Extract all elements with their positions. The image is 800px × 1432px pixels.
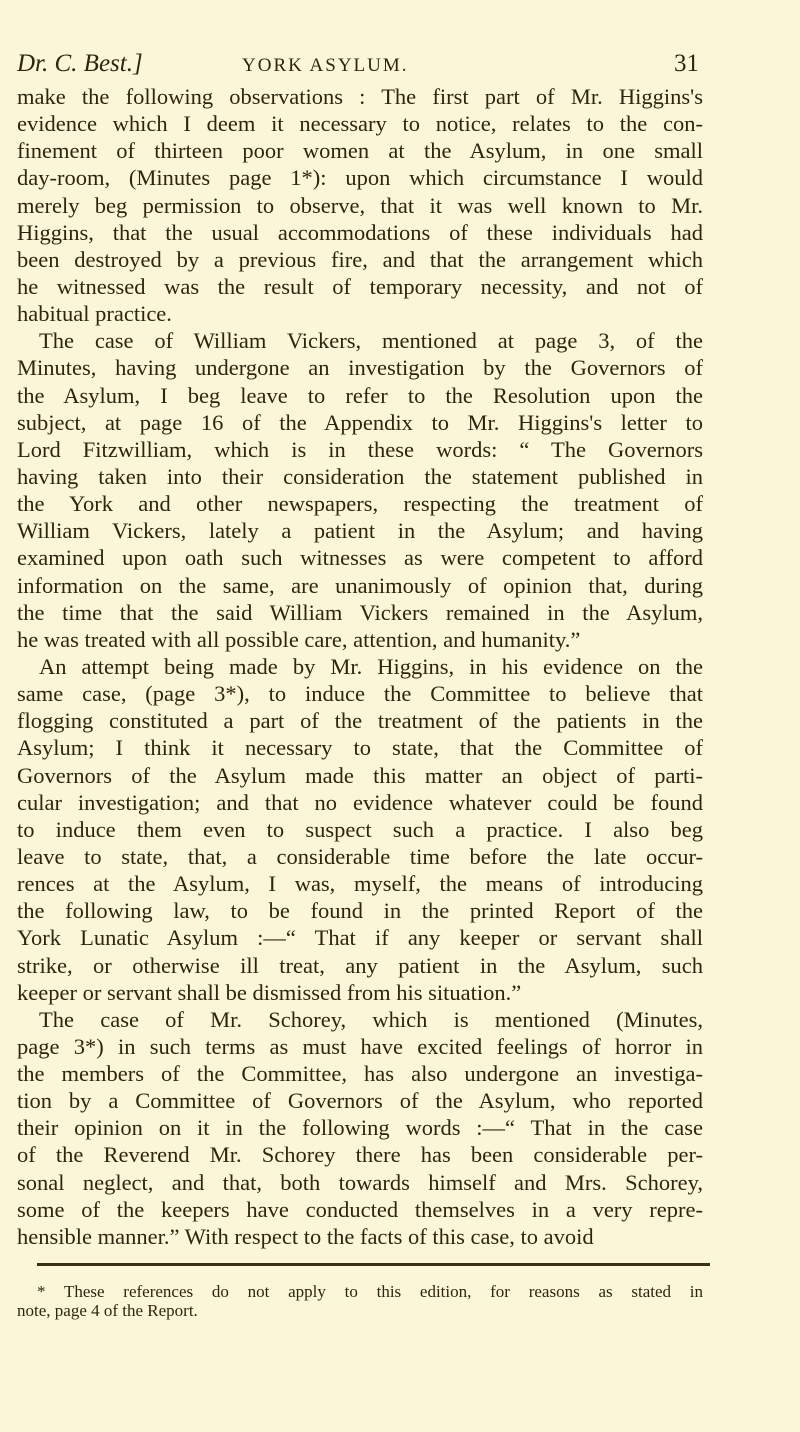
header-author: Dr. C. Best.]	[17, 50, 143, 77]
text-line: flogging constituted a part of the treatment of the patients in the	[17, 708, 703, 734]
text-line: Minutes, having undergone an investigation by the Governors of	[17, 355, 703, 381]
text-line: make the following observations : The first part of Mr. Higgins's	[17, 84, 703, 109]
footnote-divider	[37, 1263, 710, 1266]
body-text	[17, 83, 703, 1250]
text-line: the time that the said William Vickers remained in the Asylum,	[17, 599, 703, 625]
text-line: same case, (page 3*), to induce the Committee to believe that	[17, 681, 703, 707]
text-line: their opinion on it in the following words :—“ That in the case	[17, 1115, 703, 1141]
text-line: Lord Fitzwilliam, which is in these words: “ The Governors	[17, 436, 703, 462]
text-line: An attempt being made by Mr. Higgins, in his evidence on the	[39, 653, 703, 679]
text-line: rences at the Asylum, I was, myself, the means of introducing	[17, 871, 703, 897]
text-line: the York and other newspapers, respecting the treatment of	[17, 491, 703, 517]
text-line: he witnessed was the result of temporary necessity, and not of	[17, 273, 703, 299]
text-line: William Vickers, lately a patient in the Asylum; and having	[17, 518, 703, 544]
text-line: examined upon oath such witnesses as were competent to afford	[17, 545, 703, 571]
text-line: hensible manner.” With respect to the facts of this case, to avoid	[17, 1223, 594, 1249]
text-line: cular investigation; and that no evidence whatever could be found	[17, 789, 703, 815]
text-line: strike, or otherwise ill treat, any patient in the Asylum, such	[17, 952, 703, 978]
text-line: he was treated with all possible care, attention, and humanity.”	[17, 626, 581, 652]
header-title: YORK ASYLUM.	[242, 55, 409, 76]
text-line: been destroyed by a previous fire, and that the arrangement which	[17, 246, 703, 272]
footnote-line: note, page 4 of the Report.	[17, 1301, 198, 1320]
text-line: The case of Mr. Schorey, which is mentioned (Minutes,	[39, 1006, 703, 1032]
text-line: information on the same, are unanimously of opinion that, during	[17, 572, 703, 598]
footnote-line: * These references do not apply to this edition, for reasons as stated in	[37, 1282, 703, 1301]
text-line: tion by a Committee of Governors of the Asylum, who reported	[17, 1088, 703, 1114]
text-line: York Lunatic Asylum :—“ That if any keeper or servant shall	[17, 925, 703, 951]
text-line: of the Reverend Mr. Schorey there has been considerable per-	[17, 1142, 703, 1168]
text-line: habitual practice.	[17, 301, 172, 327]
text-line: page 3*) in such terms as must have excited feelings of horror in	[17, 1033, 703, 1059]
text-line: to induce them even to suspect such a practice. I also beg	[17, 816, 703, 842]
text-line: keeper or servant shall be dismissed from his situation.”	[17, 979, 522, 1005]
text-line: Higgins, that the usual accommodations of these individuals had	[17, 219, 703, 245]
text-line: leave to state, that, a considerable time before the late occur-	[17, 843, 703, 869]
text-line: The case of William Vickers, mentioned at page 3, of the	[39, 328, 703, 354]
text-line: evidence which I deem it necessary to notice, relates to the con-	[17, 111, 703, 137]
running-header	[17, 50, 703, 80]
text-line: the following law, to be found in the printed Report of the	[17, 898, 703, 924]
text-line: the members of the Committee, has also undergone an investiga-	[17, 1061, 703, 1087]
text-line: subject, at page 16 of the Appendix to Mr. Higgins's letter to	[17, 409, 703, 435]
text-line: the Asylum, I beg leave to refer to the Resolution upon the	[17, 382, 703, 408]
text-line: finement of thirteen poor women at the Asylum, in one small	[17, 138, 703, 164]
text-line: having taken into their consideration the statement published in	[17, 463, 703, 489]
text-line: some of the keepers have conducted themselves in a very repre-	[17, 1196, 703, 1222]
text-line: Asylum; I think it necessary to state, that the Committee of	[17, 735, 703, 761]
page-number: 31	[674, 50, 699, 77]
text-line: sonal neglect, and that, both towards himself and Mrs. Schorey,	[17, 1169, 703, 1195]
footnote	[17, 1282, 703, 1320]
text-line: merely beg permission to observe, that it was well known to Mr.	[17, 192, 703, 218]
text-line: Governors of the Asylum made this matter an object of parti-	[17, 762, 703, 788]
text-line: day-room, (Minutes page 1*): upon which circumstance I would	[17, 165, 703, 191]
